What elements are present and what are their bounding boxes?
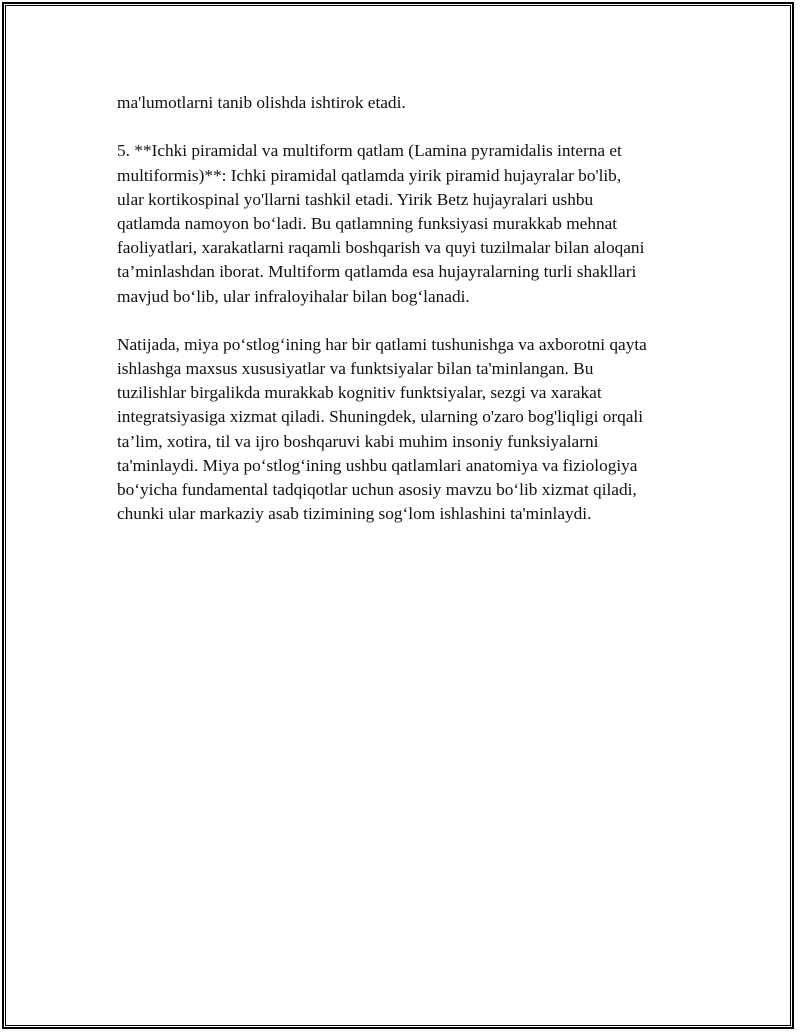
text-line: multiformis)**: Ichki piramidal qatlamda yirik piramid hujayralar bo'lib,	[117, 165, 622, 185]
text-line: chunki ular markaziy asab tizimining sog‘lom ishlashini ta'minlaydi.	[117, 504, 592, 524]
document-body	[117, 91, 697, 551]
text-line: bo‘yicha fundamental tadqiqotlar uchun asosiy mavzu bo‘lib xizmat qiladi,	[117, 480, 637, 499]
paragraph-continuation	[117, 91, 697, 115]
text-line: 5. **Ichki piramidal va multiform qatlam (Lamina pyramidalis interna et	[117, 141, 622, 161]
text-line: ta’lim, xotira, til va ijro boshqaruvi kabi muhim insoniy funksiyalarni	[117, 431, 599, 451]
text-line: mavjud bo‘lib, ular infraloyihalar bilan bog‘lanadi.	[117, 286, 470, 306]
text-line: ta'minlaydi. Miya po‘stlog‘ining ushbu qatlamlari anatomiya va fiziologiya	[117, 455, 638, 475]
text-line: faoliyatlari, xarakatlarni raqamli boshqarish va quyi tuzilmalar bilan aloqani	[117, 238, 645, 258]
text-line: Natijada, miya po‘stlog‘ining har bir qatlami tushunishga va axborotni qayta	[117, 334, 647, 354]
text-line: qatlamda namoyon bo‘ladi. Bu qatlamning funksiyasi murakkab mehnat	[117, 213, 618, 233]
text-line: ma'lumotlarni tanib olishda ishtirok etadi.	[117, 93, 406, 112]
paragraph-conclusion	[117, 333, 697, 527]
text-line: ular kortikospinal yo'llarni tashkil etadi. Yirik Betz hujayralari ushbu	[117, 189, 594, 209]
paragraph-layer-5	[117, 139, 697, 308]
text-line: integratsiyasiga xizmat qiladi. Shuningdek, ularning o'zaro bog'liqligi orqali	[117, 407, 643, 427]
text-line: tuzilishlar birgalikda murakkab kognitiv funktsiyalar, sezgi va xarakat	[117, 383, 602, 403]
text-line: ta’minlashdan iborat. Multiform qatlamda esa hujayralarning turli shakllari	[117, 262, 637, 282]
text-line: ishlashga maxsus xususiyatlar va funktsiyalar bilan ta'minlangan. Bu	[117, 359, 594, 379]
